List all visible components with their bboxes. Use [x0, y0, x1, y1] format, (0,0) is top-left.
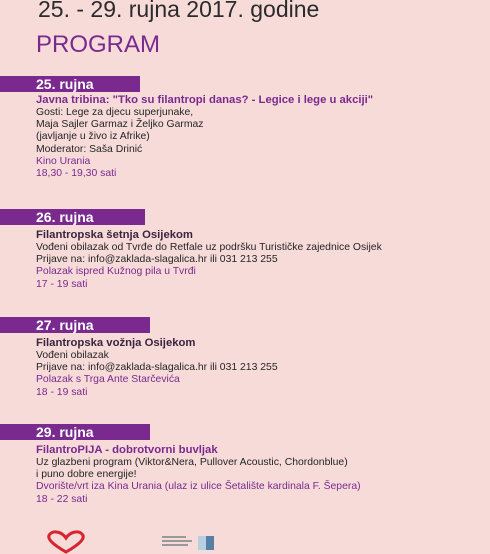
partner-logo: [162, 536, 214, 550]
event-line: Gosti: Lege za djecu superjunake,: [36, 107, 194, 118]
day-label: 27. rujna: [36, 317, 94, 333]
event-line: Moderator: Saša Drinić: [36, 143, 143, 155]
event-line: Vođeni obilazak: [36, 350, 109, 361]
event-title: Javna tribina: "Tko su filantropi danas? - Legice i lege u akciji": [36, 94, 374, 106]
event-line: Prijave na: info@zaklada-slagalica.hr ili 031 213 255: [36, 254, 278, 266]
event-title: Filantropska šetnja Osijekom: [36, 229, 193, 241]
heart-logo: [44, 530, 88, 554]
day-bar-25: [0, 76, 140, 92]
event-line: Prijave na: info@zaklada-slagalica.hr ili 031 213 255: [36, 362, 278, 374]
partner-logo-text: [162, 536, 196, 546]
event-line: (javljanje u živo iz Afrike): [36, 131, 150, 143]
program-heading: PROGRAM: [36, 31, 161, 58]
event-time: 18 - 22 sati: [36, 493, 88, 505]
day-bar-27: [0, 317, 150, 333]
event-venue: Kino Urania: [36, 155, 91, 167]
event-line: Vođeni obilazak od Tvrđe do Retfale uz podršku Turističke zajednice Osijek: [36, 242, 382, 253]
partner-logo-square: [198, 536, 206, 550]
event-dates: 25. - 29. rujna 2017. godine: [38, 0, 320, 22]
event-block-29: [36, 444, 480, 506]
event-line: i puno dobre energije!: [36, 469, 137, 481]
day-label: 25. rujna: [36, 76, 94, 92]
event-line: Uz glazbeni program (Viktor&Nera, Pullover Acoustic, Chordonblue): [36, 457, 348, 468]
event-time: 18,30 - 19,30 sati: [36, 168, 117, 180]
footer: [0, 528, 490, 550]
event-title: Filantropska vožnja Osijekom: [36, 337, 196, 349]
event-block-26: [36, 229, 480, 291]
event-time: 18 - 19 sati: [36, 386, 88, 398]
event-time: 17 - 19 sati: [36, 278, 88, 290]
day-label: 29. rujna: [36, 424, 94, 440]
event-venue: Dvorište/vrt iza Kina Urania (ulaz iz ulice Šetalište kardinala F. Šepera): [36, 481, 361, 493]
event-title: FilantroPIJA - dobrotvorni buvljak: [36, 444, 218, 456]
day-label: 26. rujna: [36, 209, 94, 225]
partner-logo-square: [206, 536, 214, 550]
day-bar-29: [0, 424, 150, 440]
event-block-27: [36, 337, 480, 399]
event-block-25: [36, 94, 480, 180]
day-bar-26: [0, 209, 145, 225]
event-venue: Polazak s Trga Ante Starčevića: [36, 374, 180, 386]
event-line: Maja Sajler Garmaz i Željko Garmaz: [36, 119, 204, 131]
event-venue: Polazak ispred Kužnog pila u Tvrđi: [36, 266, 196, 278]
